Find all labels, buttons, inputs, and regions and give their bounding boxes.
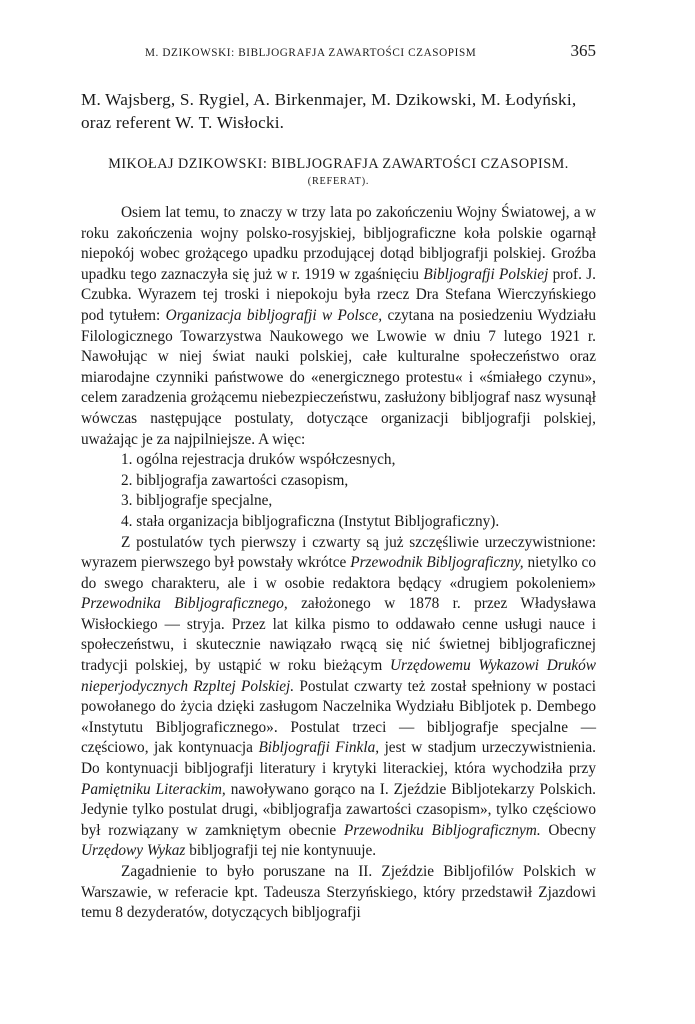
title-italic: Przewodnika Bibljograficznego, — [81, 595, 288, 613]
page-number: 365 — [570, 41, 596, 60]
book-page — [81, 38, 596, 924]
paragraph-3: Zagadnienie to było poruszane na II. Zjeździe Bibljofilów Polskich w Warszawie, w referacie kpt. Tadeusza Sterzyńskiego, który przedstawił Zjazdowi temu 8 dezyderatów, dotyczących bibljografji — [81, 863, 596, 922]
title-italic: Urzędowemu Wykazowi Druków nieperjodycznych Rzpltej Polskiej. — [81, 657, 596, 695]
title-italic: Organizacja bibljografji w Polsce, — [165, 306, 383, 324]
list-item: 3. bibljografje specjalne, — [121, 492, 273, 510]
list-item: 4. stała organizacja bibljograficzna (Instytut Bibljograficzny). — [121, 512, 500, 530]
paragraph-2: Z postulatów tych pierwszy i czwarty są już szczęśliwie urzeczywistnione: wyrazem pierwszego był powstały wkrótce Przewodnik Bibljograficzny, nietylko co do swego charakteru, ale i w osobie redaktora będący «drugiem pokoleniem» Przewodnika Bibljograficznego, założonego w 1878 r. przez Władysława Wisłockiego — stryja. Przez lat kilka pismo to oddawało cenne usługi nauce i społeczeństwu, i skutecznie nawiązało rwącą się nić świetnej bibljograficznej tradycji polskiej, by ustąpić w roku bieżącym Urzędowemu Wykazowi Druków nieperjodycznych Rzpltej Polskiej. Postulat czwarty też został spełniony w postaci powołanego do życia dzięki zasługom Naczelnika Wydziału Bibljotek p. Dembego «Instytutu Bibljograficznego». Postulat trzeci — bibljografje specjalne — częściowo, jak kontynuacja Bibljografji Finkla, jest w stadjum urzeczywistnienia. Do kontynuacji bibljografji literatury i krytyki literackiej, która wychodziła przy Pamiętniku Literackim, nawoływano gorąco na I. Zjeździe Bibljotekarzy Polskich. Jedynie tylko postulat drugi, «bibljografja zawartości czasopism», tylko częściowo był rozwiązany w zamkniętym obecnie Przewodniku Bibljograficznym. Obecny Urzędowy Wykaz bibljografji tej nie kontynuuje. — [81, 533, 597, 860]
list-item: 2. bibljografja zawartości czasopism, — [121, 471, 349, 489]
list-item: 1. ogólna rejestracja druków współczesnych, — [121, 451, 396, 469]
title-italic: Przewodniku Bibljograficznym. — [343, 821, 541, 839]
attendees-list: M. Wajsberg, S. Rygiel, A. Birkenmajer, M. Dzikowski, M. Łodyński, oraz referent W. T. Wisłocki. — [81, 90, 577, 132]
postulates-list — [81, 450, 596, 532]
title-italic: Pamiętniku Literackim, — [81, 780, 226, 798]
paragraph-1: Osiem lat temu, to znaczy w trzy lata po zakończeniu Wojny Światowej, a w roku zakończenia wojny polsko-rosyjskiej, bibljograficzne koła polskie ogarnął niepokój wobec grożącego upadku przodującej dotąd bibljografji polskiej. Groźba upadku tego zaznaczyła się już w r. 1919 w zgaśnięciu Bibljografji Polskiej prof. J. Czubka. Wyrazem tej troski i niepokoju była rzecz Dra Stefana Wierczyńskiego pod tytułem: Organizacja bibljografji w Polsce, czytana na posiedzeniu Wydziału Filologicznego Towarzystwa Naukowego we Lwowie w dniu 7 lutego 1921 r. Nawołując w niej świat nauki polskiej, całe kulturalne społeczeństwo oraz miarodajne czynniki państwowe do «energicznego protestu« i «śmiałego czynu», celem zaradzenia grożącemu niebezpieczeństwu, zasłużony bibljograf nasz wysunął wówczas następujące postulaty, dotyczące organizacji bibljografji polskiej, uważając je za najpilniejsze. A więc: — [81, 204, 596, 448]
section-subtitle: (REFERAT). — [307, 176, 370, 187]
section-title: MIKOŁAJ DZIKOWSKI: BIBLJOGRAFJA ZAWARTOŚCI CZASOPISM. — [108, 156, 569, 172]
article-body — [81, 203, 596, 924]
running-head — [81, 38, 596, 66]
running-title: M. DZIKOWSKI: BIBLJOGRAFJA ZAWARTOŚCI CZASOPISM — [145, 47, 477, 59]
title-italic: Urzędowy Wykaz — [81, 842, 186, 860]
title-italic: Bibljografji Finkla, — [258, 739, 380, 757]
title-italic: Przewodnik Bibljograficzny, — [350, 554, 524, 572]
title-italic: Bibljografji Polskiej — [423, 265, 549, 283]
